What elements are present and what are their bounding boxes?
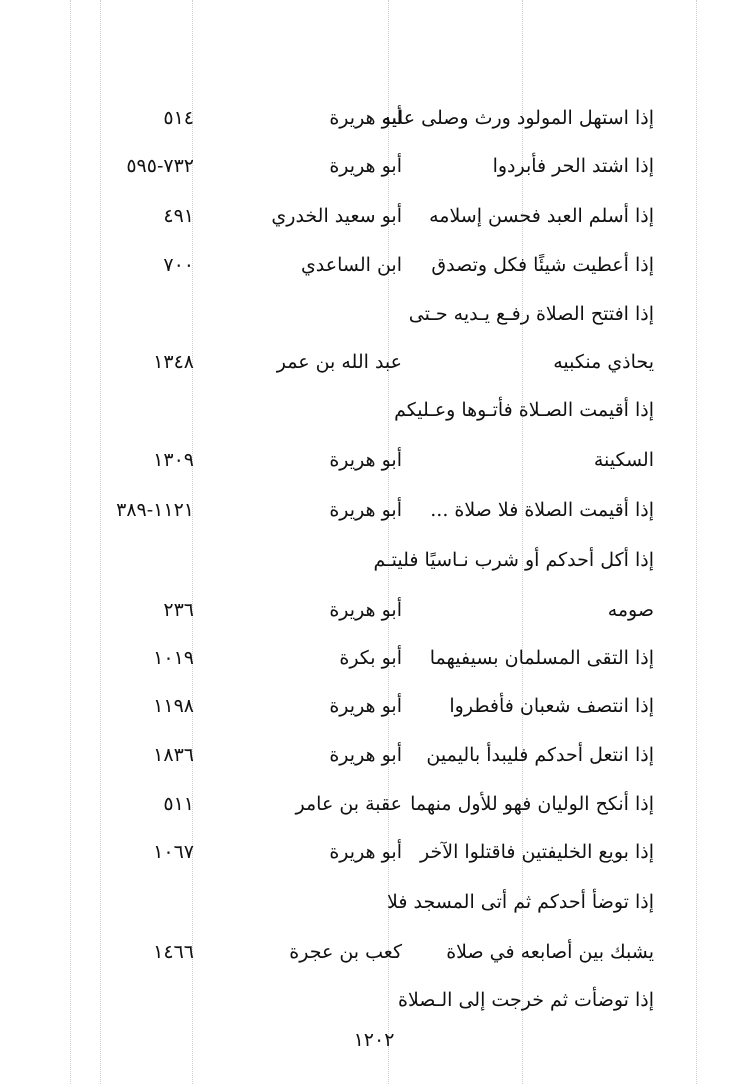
reference-number: ١٤٦٦ — [153, 941, 194, 963]
index-entry-row — [60, 980, 660, 1020]
index-entry-row — [60, 932, 660, 972]
index-entry-row — [60, 784, 660, 824]
narrator-name: أبو بكرة — [339, 647, 402, 669]
index-entry-row — [60, 832, 660, 872]
narrator-name: عبد الله بن عمر — [276, 351, 402, 373]
hadith-text: إذا التقى المسلمان بسيفيهما — [429, 647, 654, 669]
reference-number: ٧٣٢-٥٩٥ — [126, 155, 194, 177]
narrator-name: أبو هريرة — [329, 155, 402, 177]
reference-number: ٥١١ — [163, 793, 194, 815]
index-entry-row — [60, 294, 660, 334]
narrator-name: كعب بن عجرة — [289, 941, 402, 963]
index-entry-row — [60, 196, 660, 236]
narrator-name: أبو هريرة — [329, 499, 402, 521]
hadith-text: إذا بويع الخليفتين فاقتلوا الآخر — [420, 841, 654, 863]
index-entry-row — [60, 98, 660, 138]
narrator-name: أبو هريرة — [329, 744, 402, 766]
narrator-name: أبو سعيد الخدري — [271, 205, 402, 227]
reference-number: ٢٣٦ — [163, 599, 194, 621]
narrator-name: أبو هريرة — [329, 841, 402, 863]
hadith-text: صومه — [607, 599, 654, 621]
reference-number: ٧٠٠ — [163, 254, 194, 276]
index-entry-row — [60, 735, 660, 775]
hadith-text: إذا أنكح الوليان فهو للأول منهما — [410, 793, 654, 815]
index-entry-row — [60, 686, 660, 726]
page-number: ١٢٠٢ — [353, 1029, 395, 1051]
index-entry-row — [60, 342, 660, 382]
reference-number: ١٠٦٧ — [153, 841, 194, 863]
reference-number: ٤٩١ — [163, 205, 194, 227]
scan-artifact-line — [696, 0, 697, 1084]
reference-number: ١٣٤٨ — [153, 351, 194, 373]
hadith-text: إذا استهل المولود ورث وصلى عليه — [381, 107, 654, 129]
hadith-text: يشبك بين أصابعه في صلاة — [446, 941, 654, 963]
index-entry-row — [60, 440, 660, 480]
narrator-name: أبو هريرة — [329, 599, 402, 621]
narrator-name: أبو هريرة — [329, 449, 402, 471]
hadith-text: إذا اشتد الحر فأبردوا — [492, 155, 654, 177]
index-entry-row — [60, 590, 660, 630]
hadith-text: إذا انتعل أحدكم فليبدأ باليمين — [426, 744, 654, 766]
hadith-text: إذا توضأ أحدكم ثم أتى المسجد فلا — [387, 891, 654, 913]
index-entry-row — [60, 245, 660, 285]
narrator-name: ابن الساعدي — [300, 254, 402, 276]
index-entry-row — [60, 146, 660, 186]
hadith-text: إذا انتصف شعبان فأفطروا — [449, 695, 654, 717]
hadith-text: إذا أكل أحدكم أو شرب نـاسيًا فليتـم — [373, 549, 654, 571]
hadith-text: إذا أقيمت الصـلاة فأتـوها وعـليكم — [394, 399, 654, 421]
hadith-text: إذا أقيمت الصلاة فلا صلاة ... — [430, 499, 654, 521]
reference-number: ١٣٠٩ — [153, 449, 194, 471]
index-entry-row — [60, 490, 660, 530]
hadith-text: إذا توضأت ثم خرجت إلى الـصلاة — [398, 989, 654, 1011]
reference-number: ١١٩٨ — [153, 695, 194, 717]
reference-number: ١٠١٩ — [153, 647, 194, 669]
narrator-name: عقبة بن عامر — [295, 793, 402, 815]
hadith-text: السكينة — [593, 449, 654, 471]
hadith-text: يحاذي منكبيه — [553, 351, 654, 373]
hadith-text: إذا افتتح الصلاة رفـع يـديه حـتى — [408, 303, 654, 325]
index-entry-row — [60, 882, 660, 922]
index-entry-row — [60, 638, 660, 678]
hadith-text: إذا أعطيت شيئًا فكل وتصدق — [431, 254, 654, 276]
narrator-name: أبو هريرة — [329, 107, 402, 129]
index-entry-row — [60, 540, 660, 580]
hadith-text: إذا أسلم العبد فحسن إسلامه — [429, 205, 654, 227]
reference-number: ١٨٣٦ — [153, 744, 194, 766]
narrator-name: أبو هريرة — [329, 695, 402, 717]
index-entry-row — [60, 390, 660, 430]
reference-number: ٥١٤ — [163, 107, 194, 129]
reference-number: ١١٢١-٣٨٩ — [116, 499, 194, 521]
